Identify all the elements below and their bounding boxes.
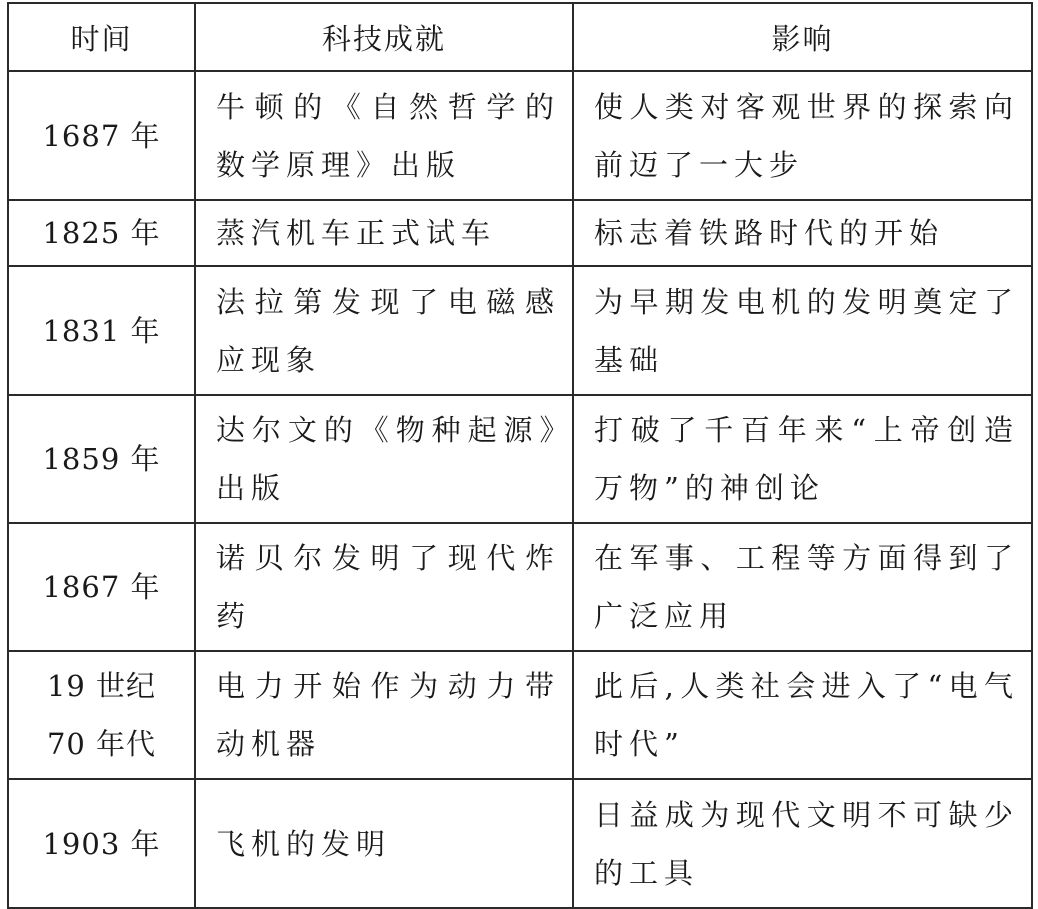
table-row	[8, 779, 1032, 908]
table-row	[8, 200, 1032, 266]
impact-cell: 在军事、工程等方面得到了广泛应用	[573, 523, 1032, 651]
time-cell	[8, 200, 195, 266]
table-row	[8, 71, 1032, 200]
achievement-cell: 蒸汽机车正式试车	[195, 200, 573, 266]
header-achievement: 科技成就	[195, 3, 573, 71]
time-text: 1825 年	[42, 216, 161, 250]
table-row	[8, 523, 1032, 651]
time-cell	[8, 779, 195, 908]
impact-cell: 打破了千百年来“上帝创造万物”的神创论	[573, 395, 1032, 523]
header-time: 时间	[8, 3, 195, 71]
table-row	[8, 651, 1032, 779]
time-text: 1867 年	[42, 570, 161, 604]
achievement-cell: 电力开始作为动力带动机器	[195, 651, 573, 779]
impact-cell: 日益成为现代文明不可缺少的工具	[573, 779, 1032, 908]
header-impact: 影响	[573, 3, 1032, 71]
time-text: 1687 年	[42, 118, 161, 153]
impact-cell: 使人类对客观世界的探索向前迈了一大步	[573, 71, 1032, 200]
science-achievements-table	[7, 2, 1033, 909]
time-text: 19 世纪	[46, 669, 157, 703]
achievement-cell: 达尔文的《物种起源》出版	[195, 395, 573, 523]
impact-cell: 此后,人类社会进入了“电气时代”	[573, 651, 1032, 779]
achievement-cell: 法拉第发现了电磁感应现象	[195, 266, 573, 395]
achievement-cell: 飞机的发明	[195, 779, 573, 908]
header-row	[8, 3, 1032, 71]
time-cell	[8, 395, 195, 523]
table-row	[8, 266, 1032, 395]
time-cell	[8, 71, 195, 200]
impact-cell: 为早期发电机的发明奠定了基础	[573, 266, 1032, 395]
time-text: 1831 年	[42, 313, 161, 348]
time-cell	[8, 523, 195, 651]
time-text: 70 年代	[46, 727, 157, 761]
achievement-cell: 牛顿的《自然哲学的数学原理》出版	[195, 71, 573, 200]
time-text: 1903 年	[42, 826, 161, 861]
time-text: 1859 年	[42, 442, 161, 476]
impact-cell: 标志着铁路时代的开始	[573, 200, 1032, 266]
table-row	[8, 395, 1032, 523]
achievement-cell: 诺贝尔发明了现代炸药	[195, 523, 573, 651]
time-cell	[8, 266, 195, 395]
time-cell	[8, 651, 195, 779]
